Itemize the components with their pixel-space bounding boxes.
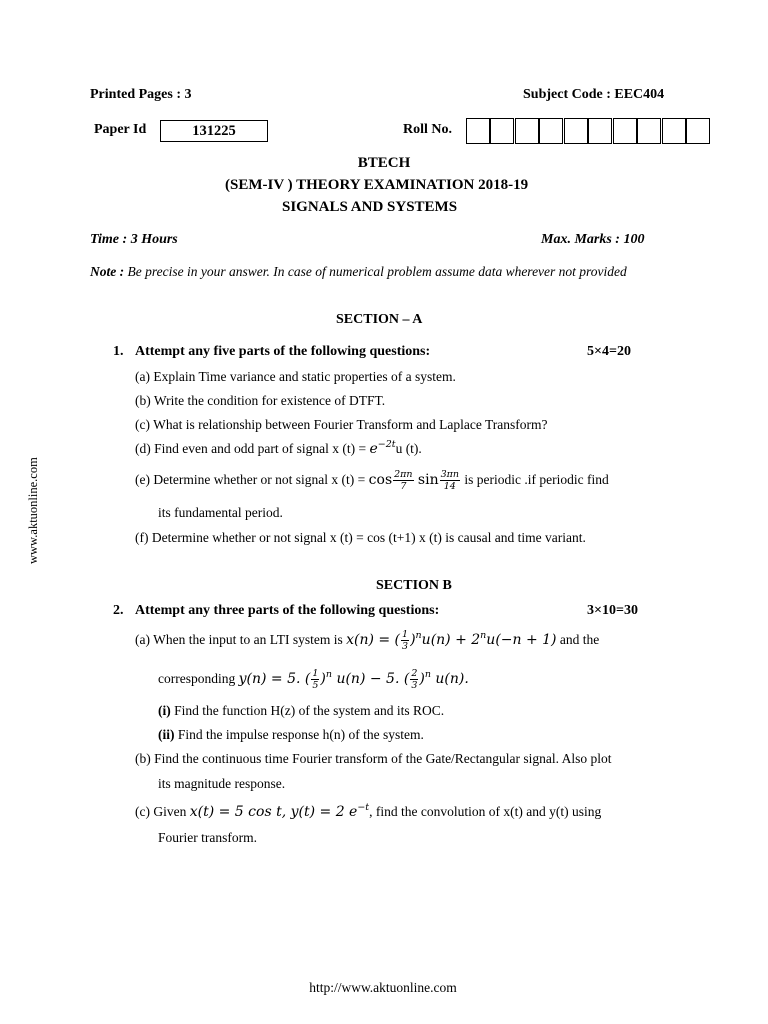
roll-no-box[interactable] <box>490 118 514 144</box>
exam-title-line1: BTECH <box>357 155 411 171</box>
roll-no-boxes <box>466 118 714 144</box>
question-1-text: Attempt any five parts of the following questions: <box>135 344 431 359</box>
max-marks: Max. Marks : 100 <box>541 232 645 247</box>
footer-url[interactable]: http://www.aktuonline.com <box>309 980 457 995</box>
q2-part-a-i: (i) Find the function H(z) of the system and its ROC. <box>158 703 445 718</box>
roll-no-box[interactable] <box>637 118 661 144</box>
roll-no-box[interactable] <box>515 118 539 144</box>
paper-id-label: Paper Id <box>94 122 147 137</box>
question-1-number: 1. <box>113 344 124 359</box>
roll-no-box[interactable] <box>466 118 490 144</box>
fraction: $\frac{1}{3}$ <box>402 628 409 653</box>
fraction: $\frac{1}{5}$ <box>312 667 319 692</box>
roll-no-box[interactable] <box>539 118 563 144</box>
q1-part-a: (a) Explain Time variance and static properties of a system. <box>135 369 456 384</box>
paper-id-value: 131225 <box>160 120 268 142</box>
subject-code: Subject Code : EEC404 <box>523 87 665 102</box>
roll-no-box[interactable] <box>613 118 637 144</box>
exam-title-line3: SIGNALS AND SYSTEMS <box>282 199 458 215</box>
fraction: $\frac{2}{3}$ <box>411 667 418 692</box>
q1-part-e-continued: its fundamental period. <box>158 505 283 520</box>
q1-part-c: (c) What is relationship between Fourier Transform and Laplace Transform? <box>135 417 548 432</box>
section-a-heading: SECTION – A <box>336 312 423 327</box>
section-b-heading: SECTION B <box>376 578 452 593</box>
question-2-number: 2. <box>113 603 124 618</box>
roll-no-label: Roll No. <box>403 122 452 137</box>
q1-part-d: (d) Find even and odd part of signal x $(t) = e^{-2t}u$ (t). <box>135 439 422 457</box>
q2-part-a: (a) When the input to an LTI system is x(n) = ( $\frac{1}{3}$ )$^nu(n) + 2^nu(-n + 1)$ and the <box>135 628 600 653</box>
exam-title-line2: (SEM-IV ) THEORY EXAMINATION 2018-19 <box>225 177 529 193</box>
q2-part-a-line2: corresponding y(n) = 5. ( $\frac{1}{5}$ )$^n$ u(n) − 5. ( $\frac{2}{3}$ )$^n$ u(n). <box>158 667 469 692</box>
q2-part-b-continued: its magnitude response. <box>158 776 286 791</box>
roll-no-box[interactable] <box>662 118 686 144</box>
q2-part-c-continued: Fourier transform. <box>158 830 257 845</box>
roll-no-box[interactable] <box>686 118 710 144</box>
printed-pages: Printed Pages : 3 <box>90 87 192 102</box>
question-2-marks: 3×10=30 <box>587 603 638 618</box>
fraction: $\frac{3\pi n}{14}$ <box>440 468 460 493</box>
roll-no-box[interactable] <box>588 118 612 144</box>
roll-no-box[interactable] <box>564 118 588 144</box>
time-allowed: Time : 3 Hours <box>90 232 178 247</box>
exp-term: $e^{-2t}$ <box>369 439 396 457</box>
q2-part-b: (b) Find the continuous time Fourier transform of the Gate/Rectangular signal. Also plot <box>135 751 612 766</box>
q1-part-f: (f) Determine whether or not signal x (t) = cos (t+1) x (t) is causal and time variant. <box>135 530 586 545</box>
q2-part-c: (c) Given x(t) = 5 cos t, y(t) = 2 $e^{-t}$, find the convolution of x(t) and y(t) using <box>135 802 602 820</box>
note <box>90 262 677 281</box>
note-label: Note : <box>90 264 125 279</box>
question-2-text: Attempt any three parts of the following questions: <box>135 603 440 618</box>
q1-part-b: (b) Write the condition for existence of DTFT. <box>135 393 386 408</box>
q1-part-e: (e) Determine whether or not signal x (t) = cos $\frac{2\pi n}{7}$ sin $\frac{3\pi n}{14}$ is periodic .if periodic find <box>135 468 609 493</box>
question-1-marks: 5×4=20 <box>587 344 631 359</box>
fraction: $\frac{2\pi n}{7}$ <box>394 468 413 493</box>
side-url[interactable]: www.aktuonline.com <box>26 457 40 564</box>
note-text: Be precise in your answer. In case of numerical problem assume data wherever not provided <box>127 264 627 279</box>
q2-part-a-ii: (ii) Find the impulse response h(n) of the system. <box>158 727 424 742</box>
